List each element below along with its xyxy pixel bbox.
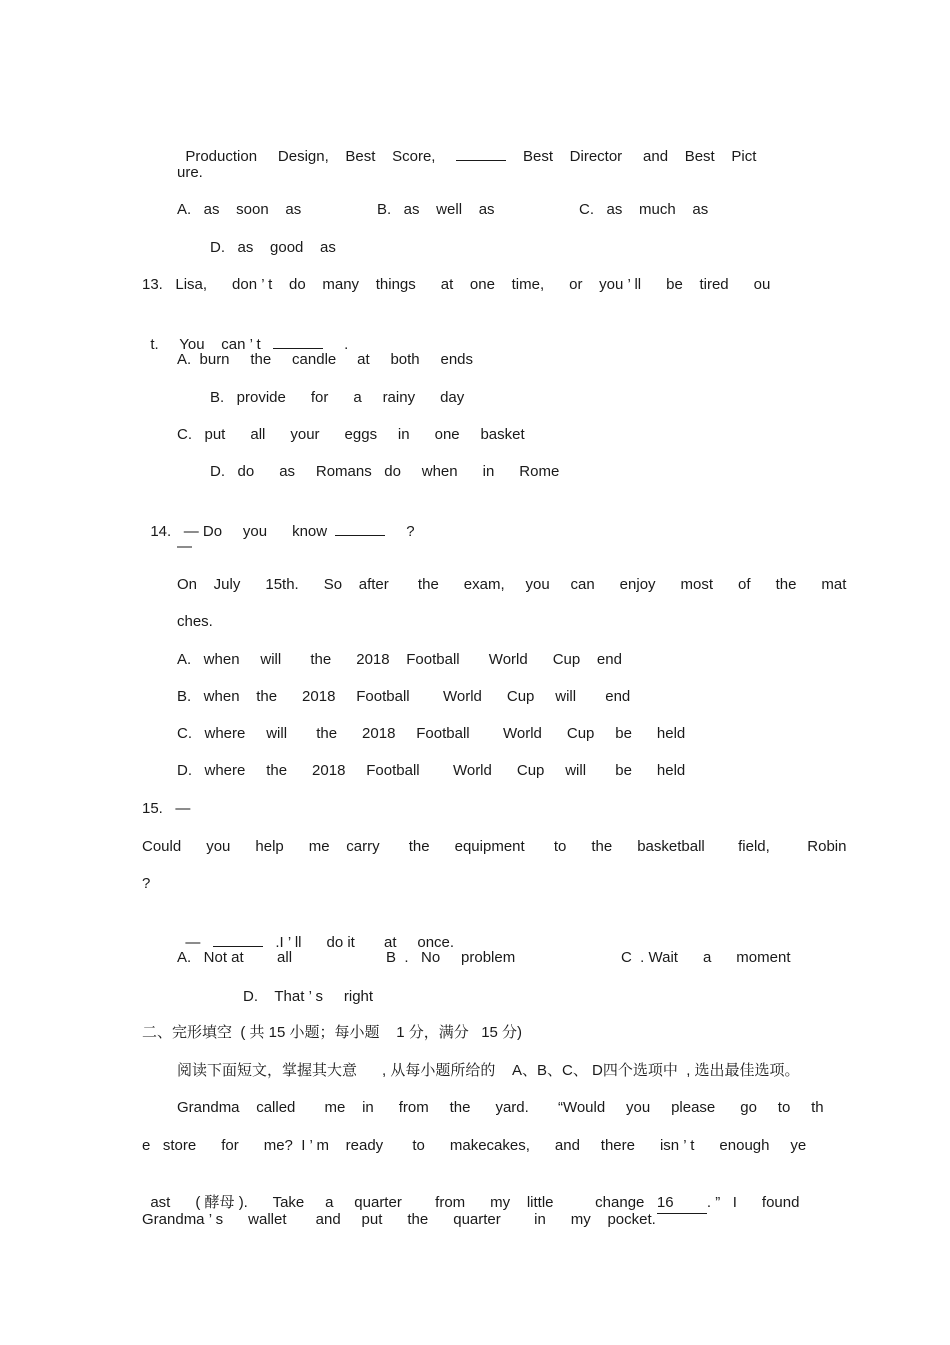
passage-line1: Grandma called me in from the yard. “Would you please go to th: [177, 1099, 824, 1116]
q12-option-d: D. as good as: [210, 239, 336, 256]
q13-stem-part1: t. You can ’ t: [150, 336, 261, 353]
q15-dash: —: [185, 934, 201, 951]
q12-stem-line1: [177, 125, 757, 165]
passage-line3-part2: . ” I found: [706, 1194, 800, 1211]
q13-stem-line1: 13. Lisa, don ’ t do many things at one time, or you ’ ll be tired ou: [142, 276, 771, 293]
passage-line2: e store for me? I ’ m ready to makecakes, and there isn ’ t enough ye: [142, 1137, 807, 1154]
q15-number: 15. —: [142, 800, 191, 817]
q14-response-line1: On July 15th. So after the exam, you can enjoy most of the mat: [177, 576, 847, 593]
q14-option-d: D. where the 2018 Football World Cup will be held: [177, 762, 686, 779]
q12-option-c: C. as much as: [579, 201, 709, 218]
q14-response-line2: ches.: [177, 613, 213, 630]
q15-option-b: B . No problem: [386, 949, 516, 966]
cloze-blank-16: 16: [657, 1193, 707, 1214]
passage-line3: [142, 1173, 800, 1211]
q15-response-text: .I ’ ll do it at once.: [275, 934, 455, 951]
passage-line3-part1: ast ( 酵母 ). Take a quarter from my little change: [150, 1194, 645, 1211]
q15-option-d: D. That ’ s right: [243, 988, 374, 1005]
q15-stem-line1: Could you help me carry the equipment to the basketball field, Robin: [142, 838, 847, 855]
q15-response: [177, 911, 455, 951]
answer-blank: [213, 931, 263, 947]
q14-option-b: B. when the 2018 Football World Cup will end: [177, 688, 631, 705]
q13-option-a: A. burn the candle at both ends: [177, 351, 474, 368]
q13-stem-part2: .: [344, 336, 349, 353]
q13-option-b: B. provide for a rainy day: [210, 389, 465, 406]
q12-stem-part1: Production Design, Best Score,: [185, 148, 436, 165]
q14-dash: —: [177, 538, 192, 555]
q15-stem-line2: ?: [142, 875, 151, 892]
q14-option-a: A. when will the 2018 Football World Cup end: [177, 651, 622, 668]
q12-option-b: B. as well as: [377, 201, 495, 218]
q14-stem-part2: ?: [406, 523, 415, 540]
q14-option-c: C. where will the 2018 Football World Cup be held: [177, 725, 686, 742]
section-heading: 二、完形填空 ( 共 15 小题；每小题 1 分，满分 15 分): [142, 1024, 523, 1041]
q15-option-c: C . Wait a moment: [621, 949, 791, 966]
answer-blank: [456, 145, 506, 161]
passage-line4: Grandma ’ s wallet and put the quarter in my pocket.: [142, 1211, 656, 1228]
q12-stem-part2: Best Director and Best Pict: [522, 148, 757, 165]
q13-option-d: D. do as Romans do when in Rome: [210, 463, 560, 480]
section-instruction: 阅读下面短文，掌握其大意 , 从每小题所给的 A、B、C、 D四个选项中 , 选出最佳选项。: [177, 1062, 800, 1079]
q12-option-a: A. as soon as: [177, 201, 302, 218]
q13-stem-line2: [142, 313, 349, 353]
answer-blank: [273, 333, 323, 349]
answer-blank: [335, 520, 385, 536]
q15-option-a: A. Not at all: [177, 949, 293, 966]
q12-stem-line2: ure.: [177, 164, 203, 181]
q13-option-c: C. put all your eggs in one basket: [177, 426, 525, 443]
q14-stem-line1: [142, 500, 415, 540]
q14-stem-part1: 14. — Do you know: [150, 523, 328, 540]
